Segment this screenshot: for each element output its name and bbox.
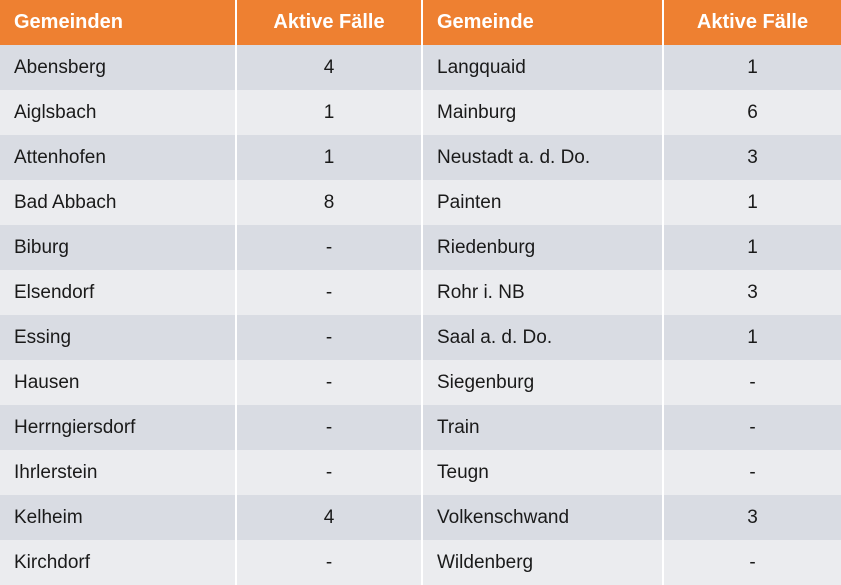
table-body: [0, 45, 841, 585]
municipality-name-left: Aiglsbach: [0, 90, 236, 135]
active-cases-right: -: [663, 360, 841, 405]
table-header: [0, 0, 841, 45]
table-row: [0, 225, 841, 270]
municipality-name-left: Herrngiersdorf: [0, 405, 236, 450]
table-row: [0, 270, 841, 315]
municipality-name-right: Wildenberg: [422, 540, 663, 585]
active-cases-left: 1: [236, 135, 422, 180]
active-cases-left: -: [236, 540, 422, 585]
column-header-municipality-right: Gemeinde: [422, 0, 663, 45]
active-cases-right: 1: [663, 315, 841, 360]
active-cases-left: -: [236, 225, 422, 270]
active-cases-right: 3: [663, 135, 841, 180]
municipality-name-right: Mainburg: [422, 90, 663, 135]
table-row: [0, 540, 841, 585]
municipality-name-right: Volkenschwand: [422, 495, 663, 540]
active-cases-right: -: [663, 405, 841, 450]
municipality-name-left: Kelheim: [0, 495, 236, 540]
municipality-name-right: Train: [422, 405, 663, 450]
municipality-name-left: Bad Abbach: [0, 180, 236, 225]
active-cases-right: 1: [663, 180, 841, 225]
municipality-name-left: Ihrlerstein: [0, 450, 236, 495]
active-cases-right: -: [663, 450, 841, 495]
municipality-name-right: Langquaid: [422, 45, 663, 90]
column-header-active-cases-left: Aktive Fälle: [236, 0, 422, 45]
table-row: [0, 495, 841, 540]
active-cases-left: 8: [236, 180, 422, 225]
active-cases-right: 3: [663, 270, 841, 315]
active-cases-left: 4: [236, 495, 422, 540]
table-row: [0, 135, 841, 180]
table-row: [0, 180, 841, 225]
active-cases-left: -: [236, 360, 422, 405]
municipality-name-left: Attenhofen: [0, 135, 236, 180]
table-row: [0, 45, 841, 90]
active-cases-right: -: [663, 540, 841, 585]
active-cases-left: 1: [236, 90, 422, 135]
municipality-name-right: Saal a. d. Do.: [422, 315, 663, 360]
table-row: [0, 360, 841, 405]
municipality-name-right: Painten: [422, 180, 663, 225]
municipality-name-left: Kirchdorf: [0, 540, 236, 585]
active-cases-right: 1: [663, 45, 841, 90]
active-cases-left: -: [236, 405, 422, 450]
municipality-name-right: Riedenburg: [422, 225, 663, 270]
active-cases-right: 3: [663, 495, 841, 540]
table-row: [0, 315, 841, 360]
active-cases-left: -: [236, 450, 422, 495]
active-cases-left: -: [236, 315, 422, 360]
municipality-name-right: Siegenburg: [422, 360, 663, 405]
municipality-name-left: Hausen: [0, 360, 236, 405]
municipality-name-left: Abensberg: [0, 45, 236, 90]
municipality-name-right: Teugn: [422, 450, 663, 495]
column-header-active-cases-right: Aktive Fälle: [663, 0, 841, 45]
table-header-row: [0, 0, 841, 45]
table-row: [0, 450, 841, 495]
active-cases-right: 6: [663, 90, 841, 135]
column-header-municipality-left: Gemeinden: [0, 0, 236, 45]
active-cases-left: 4: [236, 45, 422, 90]
active-cases-right: 1: [663, 225, 841, 270]
active-cases-left: -: [236, 270, 422, 315]
municipality-name-left: Biburg: [0, 225, 236, 270]
municipality-name-right: Neustadt a. d. Do.: [422, 135, 663, 180]
table-row: [0, 405, 841, 450]
table-row: [0, 90, 841, 135]
municipality-name-right: Rohr i. NB: [422, 270, 663, 315]
municipality-name-left: Essing: [0, 315, 236, 360]
municipality-name-left: Elsendorf: [0, 270, 236, 315]
